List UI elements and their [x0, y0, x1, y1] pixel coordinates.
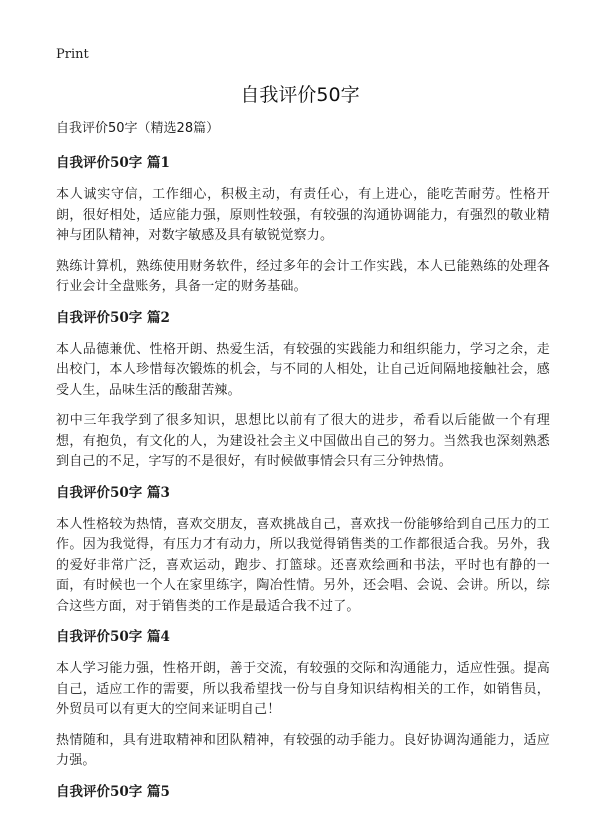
paragraph: 本人品德兼优、性格开朗、热爱生活，有较强的实践能力和组织能力，学习之余，走出校门，本人珍惜每次锻炼的机会，与不同的人相处，让自己近间隔地接触社会，感受人生，品味生活的酸甜苦辣。	[56, 341, 550, 398]
paragraph: 熟练计算机，熟练使用财务软件，经过多年的会计工作实践，本人已能熟练的处理各行业会计全盘账务，具备一定的财务基础。	[56, 258, 550, 294]
section-heading: 自我评价50字 篇3	[56, 484, 170, 501]
paragraph: 热情随和，具有进取精神和团队精神，有较强的动手能力。良好协调沟通能力，适应力强。	[56, 732, 550, 768]
section-heading: 自我评价50字 篇1	[56, 155, 170, 171]
paragraph: 初中三年我学到了很多知识，思想比以前有了很大的进步，希看以后能做一个有理想，有抱负，有文化的人，为建设社会主义中国做出自己的努力。当然我也深刻熟悉到自己的不足，字写的不是很好，有时候做事情会只有三分钟热情。	[56, 413, 550, 469]
document-body	[56, 119, 550, 814]
section-heading: 自我评价50字 篇5	[56, 783, 170, 800]
page-title: 自我评价50字	[240, 84, 360, 106]
section-5	[56, 782, 550, 802]
paragraph: 本人诚实守信，工作细心，积极主动，有责任心，有上进心，能吃苦耐劳。性格开朗，很好相处，适应能力强，原则性较强，有较强的沟通协调能力，有强烈的敬业精神与团队精神，对数字敏感及具有敏锐觉察力。	[56, 187, 550, 243]
section-3	[56, 483, 550, 618]
section-1	[56, 153, 550, 298]
section-heading: 自我评价50字 篇2	[56, 309, 170, 326]
paragraph: 本人性格较为热情，喜欢交朋友，喜欢挑战自己，喜欢找一份能够给到自己压力的工作。因为我觉得，有压力才有动力，所以我觉得销售类的工作都很适合我。另外，我的爱好非常广泛，喜欢运动，跑步、打篮球。还喜欢绘画和书法，平时也有静的一面，有时候也一个人在家里练字，陶冶性情。另外，还会唱、会说、会讲。所以，综合这些方面，对于销售类的工作是最适合我不过了。	[56, 516, 550, 614]
section-2	[56, 308, 550, 473]
section-4	[56, 627, 550, 772]
print-link[interactable]: Print	[56, 47, 89, 62]
paragraph: 本人学习能力强，性格开朗，善于交流，有较强的交际和沟通能力，适应性强。提高自己，适应工作的需要，所以我希望找一份与自身知识结构相关的工作，如销售员，外贸员可以有更大的空间来证明自己！	[56, 661, 550, 717]
section-heading: 自我评价50字 篇4	[56, 629, 170, 645]
document-subtitle: 自我评价50字（精选28篇）	[56, 121, 220, 136]
